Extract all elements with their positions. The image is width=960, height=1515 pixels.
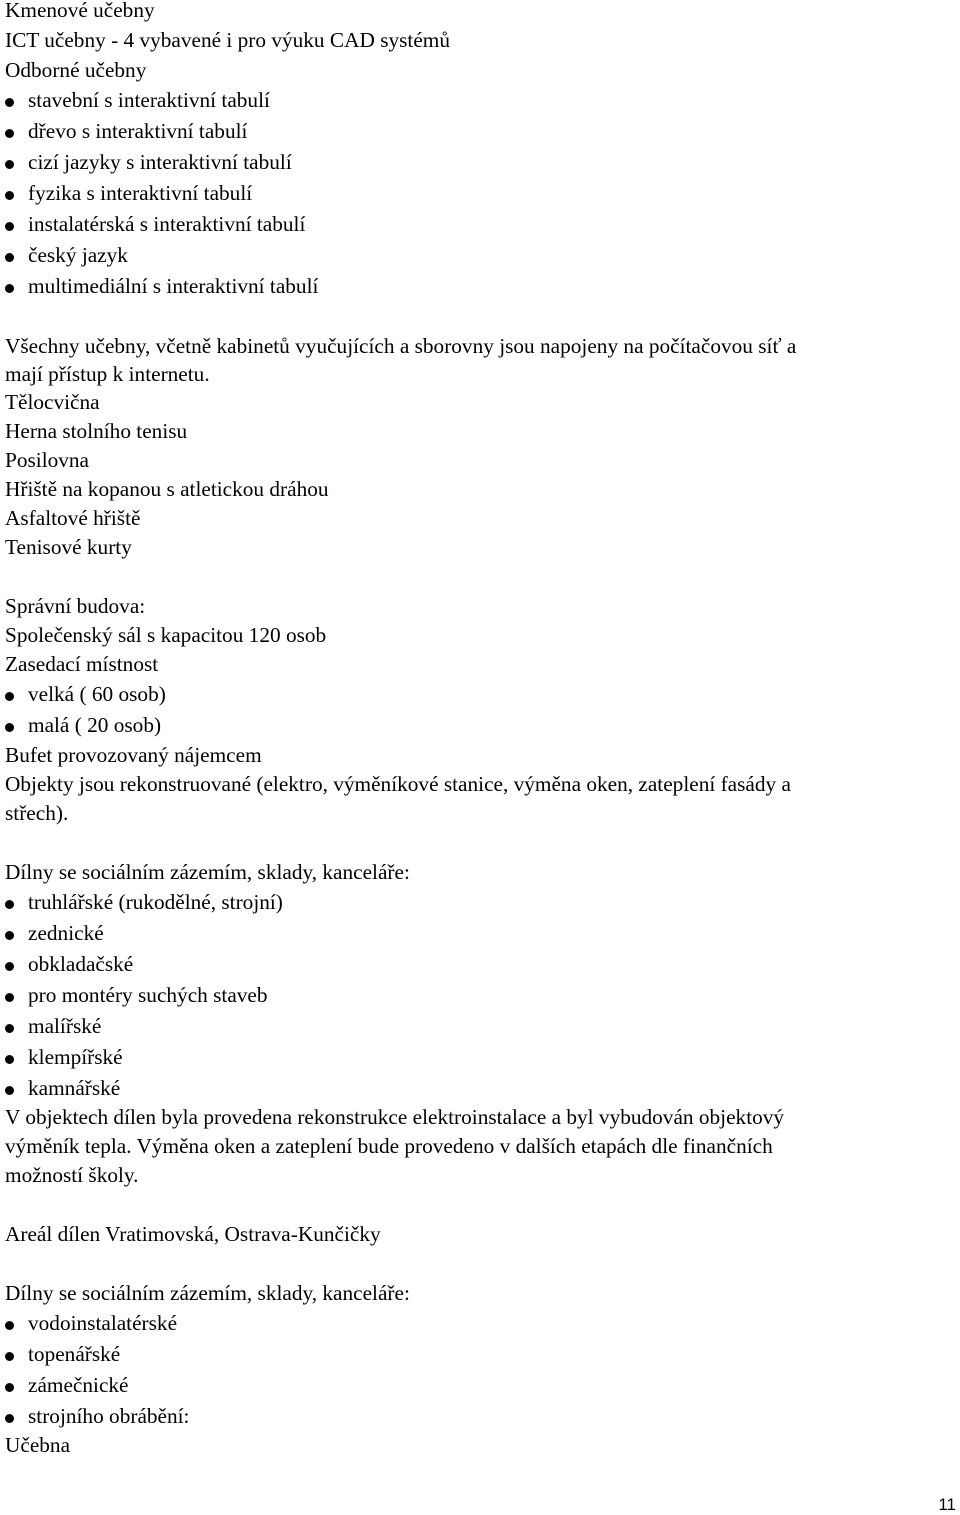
text-line: Objekty jsou rekonstruované (elektro, výměníkové stanice, výměna oken, zateplení fasády a — [5, 772, 791, 796]
bullet-icon — [5, 1321, 14, 1330]
text-line: ICT učebny - 4 vybavené i pro výuku CAD systémů — [5, 28, 450, 52]
page-number: 11 — [938, 1495, 956, 1514]
text-line: Bufet provozovaný nájemcem — [5, 743, 262, 767]
text-line: mají přístup k internetu. — [5, 362, 210, 386]
bullet-icon — [5, 962, 14, 971]
bullet-icon — [5, 931, 14, 940]
text-line: Dílny se sociálním zázemím, sklady, kanceláře: — [5, 1281, 410, 1305]
bullet-icon — [5, 1414, 14, 1423]
text-line: V objektech dílen byla provedena rekonstrukce elektroinstalace a byl vybudován objektový — [5, 1105, 785, 1129]
text-line: Tělocvična — [5, 390, 100, 414]
bullet-icon — [5, 98, 14, 107]
bullet-icon — [5, 723, 14, 732]
bullet-icon — [5, 129, 14, 138]
bullet-icon — [5, 284, 14, 293]
text-line: Všechny učebny, včetně kabinetů vyučujících a sborovny jsou napojeny na počítačovou síť a — [5, 334, 797, 358]
bullet-icon — [5, 160, 14, 169]
text-line: Učebna — [5, 1433, 71, 1457]
text-line: Tenisové kurty — [5, 535, 132, 559]
bullet-icon — [5, 1383, 14, 1392]
text-line: Posilovna — [5, 448, 90, 472]
text-line: Areál dílen Vratimovská, Ostrava-Kunčičky — [5, 1222, 381, 1246]
bullet-icon — [5, 1352, 14, 1361]
bullet-icon — [5, 1055, 14, 1064]
text-line: možností školy. — [5, 1163, 139, 1187]
text-line: Odborné učebny — [5, 58, 147, 82]
text-line: Herna stolního tenisu — [5, 419, 188, 443]
bullet-icon — [5, 222, 14, 231]
bullet-icon — [5, 900, 14, 909]
text-line: výměník tepla. Výměna oken a zateplení bude provedeno v dalších etapách dle finančních — [5, 1134, 773, 1158]
bullet-icon — [5, 1086, 14, 1095]
bullet-icon — [5, 692, 14, 701]
text-line: Asfaltové hřiště — [5, 506, 141, 530]
text-line: Kmenové učebny — [5, 0, 155, 22]
bullet-icon — [5, 191, 14, 200]
text-line: Společenský sál s kapacitou 120 osob — [5, 623, 327, 647]
bullet-icon — [5, 253, 14, 262]
bullet-icon — [5, 1024, 14, 1033]
text-line: Správní budova: — [5, 594, 146, 618]
text-line: Hřiště na kopanou s atletickou dráhou — [5, 477, 329, 501]
text-line: Zasedací místnost — [5, 652, 159, 676]
text-line: Dílny se sociálním zázemím, sklady, kanceláře: — [5, 860, 410, 884]
bullet-icon — [5, 993, 14, 1002]
text-line: střech). — [5, 801, 69, 825]
